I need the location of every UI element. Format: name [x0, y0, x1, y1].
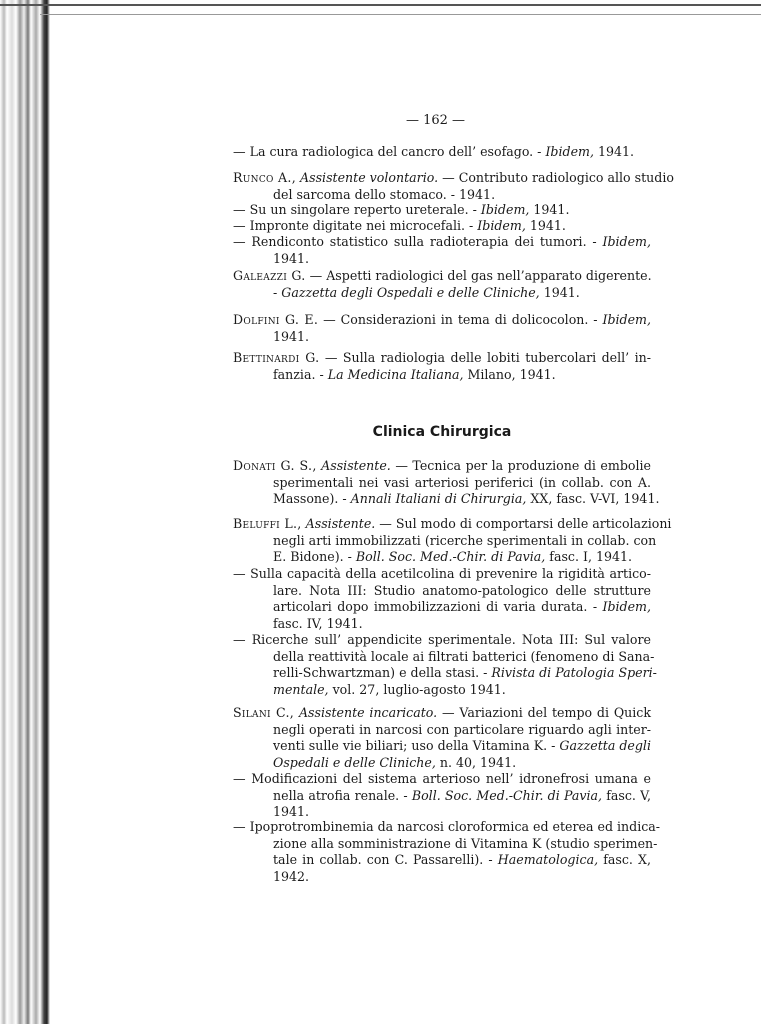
- italic-text: La Medicina Italiana,: [327, 366, 464, 382]
- entry-text: Milano, 1941.: [463, 366, 556, 382]
- bibliography-entry: [233, 144, 651, 161]
- italic-text: Gazzetta degli Ospedali e delle Cliniche,: [281, 284, 540, 300]
- entry-text: del sarcoma dello stomaco. - 1941.: [273, 186, 496, 202]
- entry-line: [233, 491, 660, 508]
- entry-text: — Contributo radiologico allo studio: [438, 170, 674, 185]
- italic-text: Boll. Soc. Med.-Chir. di Pavia,: [411, 787, 603, 803]
- entry-text: zione alla somministrazione di Vitamina K (studio sperimen-: [273, 835, 658, 851]
- entry-text: — Tecnica per la produzione di embolie: [390, 458, 651, 473]
- author-name: Bettinardi G.: [233, 350, 320, 365]
- bibliography-entry: [233, 268, 651, 301]
- entry-text: XX, fasc. V-VI, 1941.: [526, 491, 660, 507]
- entry-line: [233, 367, 651, 384]
- entry-text: 1941.: [273, 804, 310, 820]
- scan-top-edge: [0, 4, 761, 6]
- bibliography-entry: [233, 771, 651, 821]
- italic-text: Ospedali e delle Cliniche,: [273, 754, 436, 770]
- entry-line: [233, 705, 651, 722]
- bibliography-entry: [233, 234, 651, 267]
- entry-text: 1941.: [593, 144, 635, 159]
- entry-line: [233, 549, 651, 566]
- section-heading: Clinica Chirurgica: [372, 424, 512, 440]
- bibliography-entry: [233, 218, 651, 235]
- entry-line: [233, 632, 651, 649]
- italic-text: Rivista di Patologia Speri-: [491, 665, 657, 681]
- entry-text: fasc. I, 1941.: [545, 549, 633, 565]
- entry-text: venti sulle vie biliari; uso della Vitamina K. -: [273, 738, 560, 754]
- italic-text: Ibidem,: [477, 218, 526, 233]
- entry-text: negli arti immobilizzati (ricerche sperimentali in collab. con: [273, 532, 657, 548]
- entry-line: [233, 285, 651, 302]
- entry-line: [233, 665, 657, 682]
- author-name: Donati G. S.,: [233, 458, 317, 473]
- bibliography-entry: [233, 632, 657, 698]
- entry-line: [233, 738, 651, 755]
- entry-line: [233, 170, 674, 187]
- entry-line: [233, 234, 651, 251]
- entry-text: fanzia. -: [273, 366, 328, 382]
- entry-text: 1941.: [539, 284, 580, 300]
- author-name: Beluffi L.,: [233, 516, 302, 531]
- italic-text: Assistente incaricato.: [298, 705, 438, 720]
- entry-text: — Su un singolare reperto ureterale. -: [233, 202, 481, 217]
- entry-line: [233, 329, 651, 346]
- bibliography-entry: [233, 350, 651, 383]
- entry-line: [233, 682, 651, 699]
- entry-text: 1942.: [273, 868, 310, 884]
- bibliography-entry: [233, 458, 660, 508]
- italic-text: mentale,: [273, 681, 329, 697]
- author-name: Runco A.,: [233, 170, 297, 185]
- entry-line: [233, 583, 651, 600]
- scan-top-edge-line: [40, 14, 761, 15]
- bibliography-entry: [233, 202, 651, 219]
- scan-binding-edge: [0, 0, 50, 1024]
- entry-text: — Ipoprotrombinemia da narcosi cloroformica ed eterea ed indica-: [233, 819, 661, 834]
- author-name: Silani C.,: [233, 705, 295, 720]
- entry-text: — Modificazioni del sistema arterioso nell’ idronefrosi umana e: [233, 771, 651, 786]
- entry-text: 1941.: [529, 202, 570, 217]
- entry-text: negli operati in narcosi con particolare riguardo agli inter-: [273, 721, 651, 737]
- italic-text: Gazzetta degli: [559, 738, 651, 754]
- entry-text: fasc. X,: [598, 852, 651, 868]
- entry-text: vol. 27, luglio-agosto 1941.: [328, 681, 506, 697]
- entry-line: [233, 144, 651, 161]
- entry-text: -: [273, 284, 282, 300]
- entry-line: [233, 268, 651, 285]
- italic-text: Annali Italiani di Chirurgia,: [350, 491, 527, 507]
- entry-line: [233, 312, 651, 329]
- entry-line: [233, 218, 651, 235]
- entry-line: [233, 532, 657, 550]
- entry-text: articolari dopo immobilizzazioni di varia durata. -: [273, 599, 603, 615]
- entry-text: della reattività locale ai filtrati batterici (fenomeno di Sana-: [273, 648, 655, 664]
- entry-text: — Ricerche sull’ appendicite sperimentale. Nota III: Sul valore: [233, 632, 651, 647]
- entry-text: fasc. IV, 1941.: [273, 615, 363, 631]
- entry-line: [233, 458, 651, 475]
- author-name: Dolfini G. E.: [233, 312, 319, 327]
- italic-text: Ibidem,: [602, 312, 651, 327]
- entry-text: n. 40, 1941.: [435, 754, 517, 770]
- entry-text: 1941.: [525, 218, 566, 233]
- italic-text: Ibidem,: [602, 234, 651, 249]
- bibliography-entry: [233, 170, 674, 203]
- entry-line: [233, 251, 651, 268]
- bibliography-entry: [233, 705, 651, 771]
- entry-text: — Sul modo di comportarsi delle articolazioni: [375, 516, 672, 531]
- entry-text: — Sulla radiologia delle lobiti tubercolari dell’ in-: [319, 350, 651, 365]
- entry-line: [233, 516, 672, 533]
- entry-line: [233, 835, 658, 853]
- italic-text: Assistente volontario.: [300, 170, 439, 185]
- entry-text: tale in collab. con C. Passarelli). -: [273, 852, 498, 868]
- entry-line: [233, 475, 651, 492]
- italic-text: Ibidem,: [602, 599, 651, 615]
- entry-text: 1941.: [273, 328, 310, 344]
- entry-text: lare. Nota III: Studio anatomo-patologico delle strutture: [273, 582, 651, 598]
- entry-text: relli-Schwartzman) e della stasi. -: [273, 665, 492, 681]
- entry-line: [233, 869, 651, 886]
- entry-line: [233, 788, 651, 805]
- entry-text: — Sulla capacità della acetilcolina di prevenire la rigidità artico-: [233, 566, 651, 581]
- entry-line: [233, 350, 651, 367]
- entry-line: [233, 819, 661, 836]
- entry-line: [233, 187, 651, 204]
- entry-line: [233, 202, 651, 219]
- entry-text: sperimentali nei vasi arteriosi periferici (in collab. con A.: [273, 474, 651, 490]
- entry-text: — Variazioni del tempo di Quick: [437, 705, 651, 720]
- bibliography-entry: [233, 516, 672, 566]
- italic-text: Assistente.: [321, 458, 391, 473]
- entry-line: [233, 616, 651, 633]
- italic-text: Haematologica,: [497, 852, 599, 868]
- entry-text: Massone). -: [273, 491, 351, 507]
- entry-text: — Impronte digitate nei microcefali. -: [233, 218, 478, 233]
- entry-line: [233, 771, 651, 788]
- entry-text: — Aspetti radiologici del gas nell’apparato digerente.: [305, 268, 652, 283]
- italic-text: Ibidem,: [480, 202, 530, 217]
- entry-text: nella atrofia renale. -: [273, 787, 412, 803]
- entry-line: [233, 852, 651, 869]
- entry-line: [233, 648, 655, 666]
- italic-text: Boll. Soc. Med.-Chir. di Pavia,: [355, 549, 546, 565]
- entry-line: [233, 599, 651, 616]
- entry-text: fasc. V,: [602, 787, 651, 803]
- entry-text: — Rendiconto statistico sulla radioterapia dei tumori. -: [233, 234, 603, 249]
- entry-line: [233, 722, 651, 739]
- bibliography-entry: [233, 819, 661, 885]
- italic-text: Assistente.: [305, 516, 376, 531]
- entry-text: — Considerazioni in tema di dolicocolon. -: [318, 312, 603, 327]
- italic-text: Ibidem,: [545, 144, 594, 159]
- author-name: Galeazzi G.: [233, 268, 306, 283]
- entry-line: [233, 566, 651, 583]
- page-number: — 162 —: [405, 113, 466, 128]
- entry-line: [233, 755, 651, 772]
- entry-text: E. Bidone). -: [273, 549, 356, 565]
- bibliography-entry: [233, 312, 651, 345]
- entry-text: 1941.: [273, 250, 310, 266]
- bibliography-entry: [233, 566, 651, 632]
- entry-text: — La cura radiologica del cancro dell’ esofago. -: [233, 144, 546, 159]
